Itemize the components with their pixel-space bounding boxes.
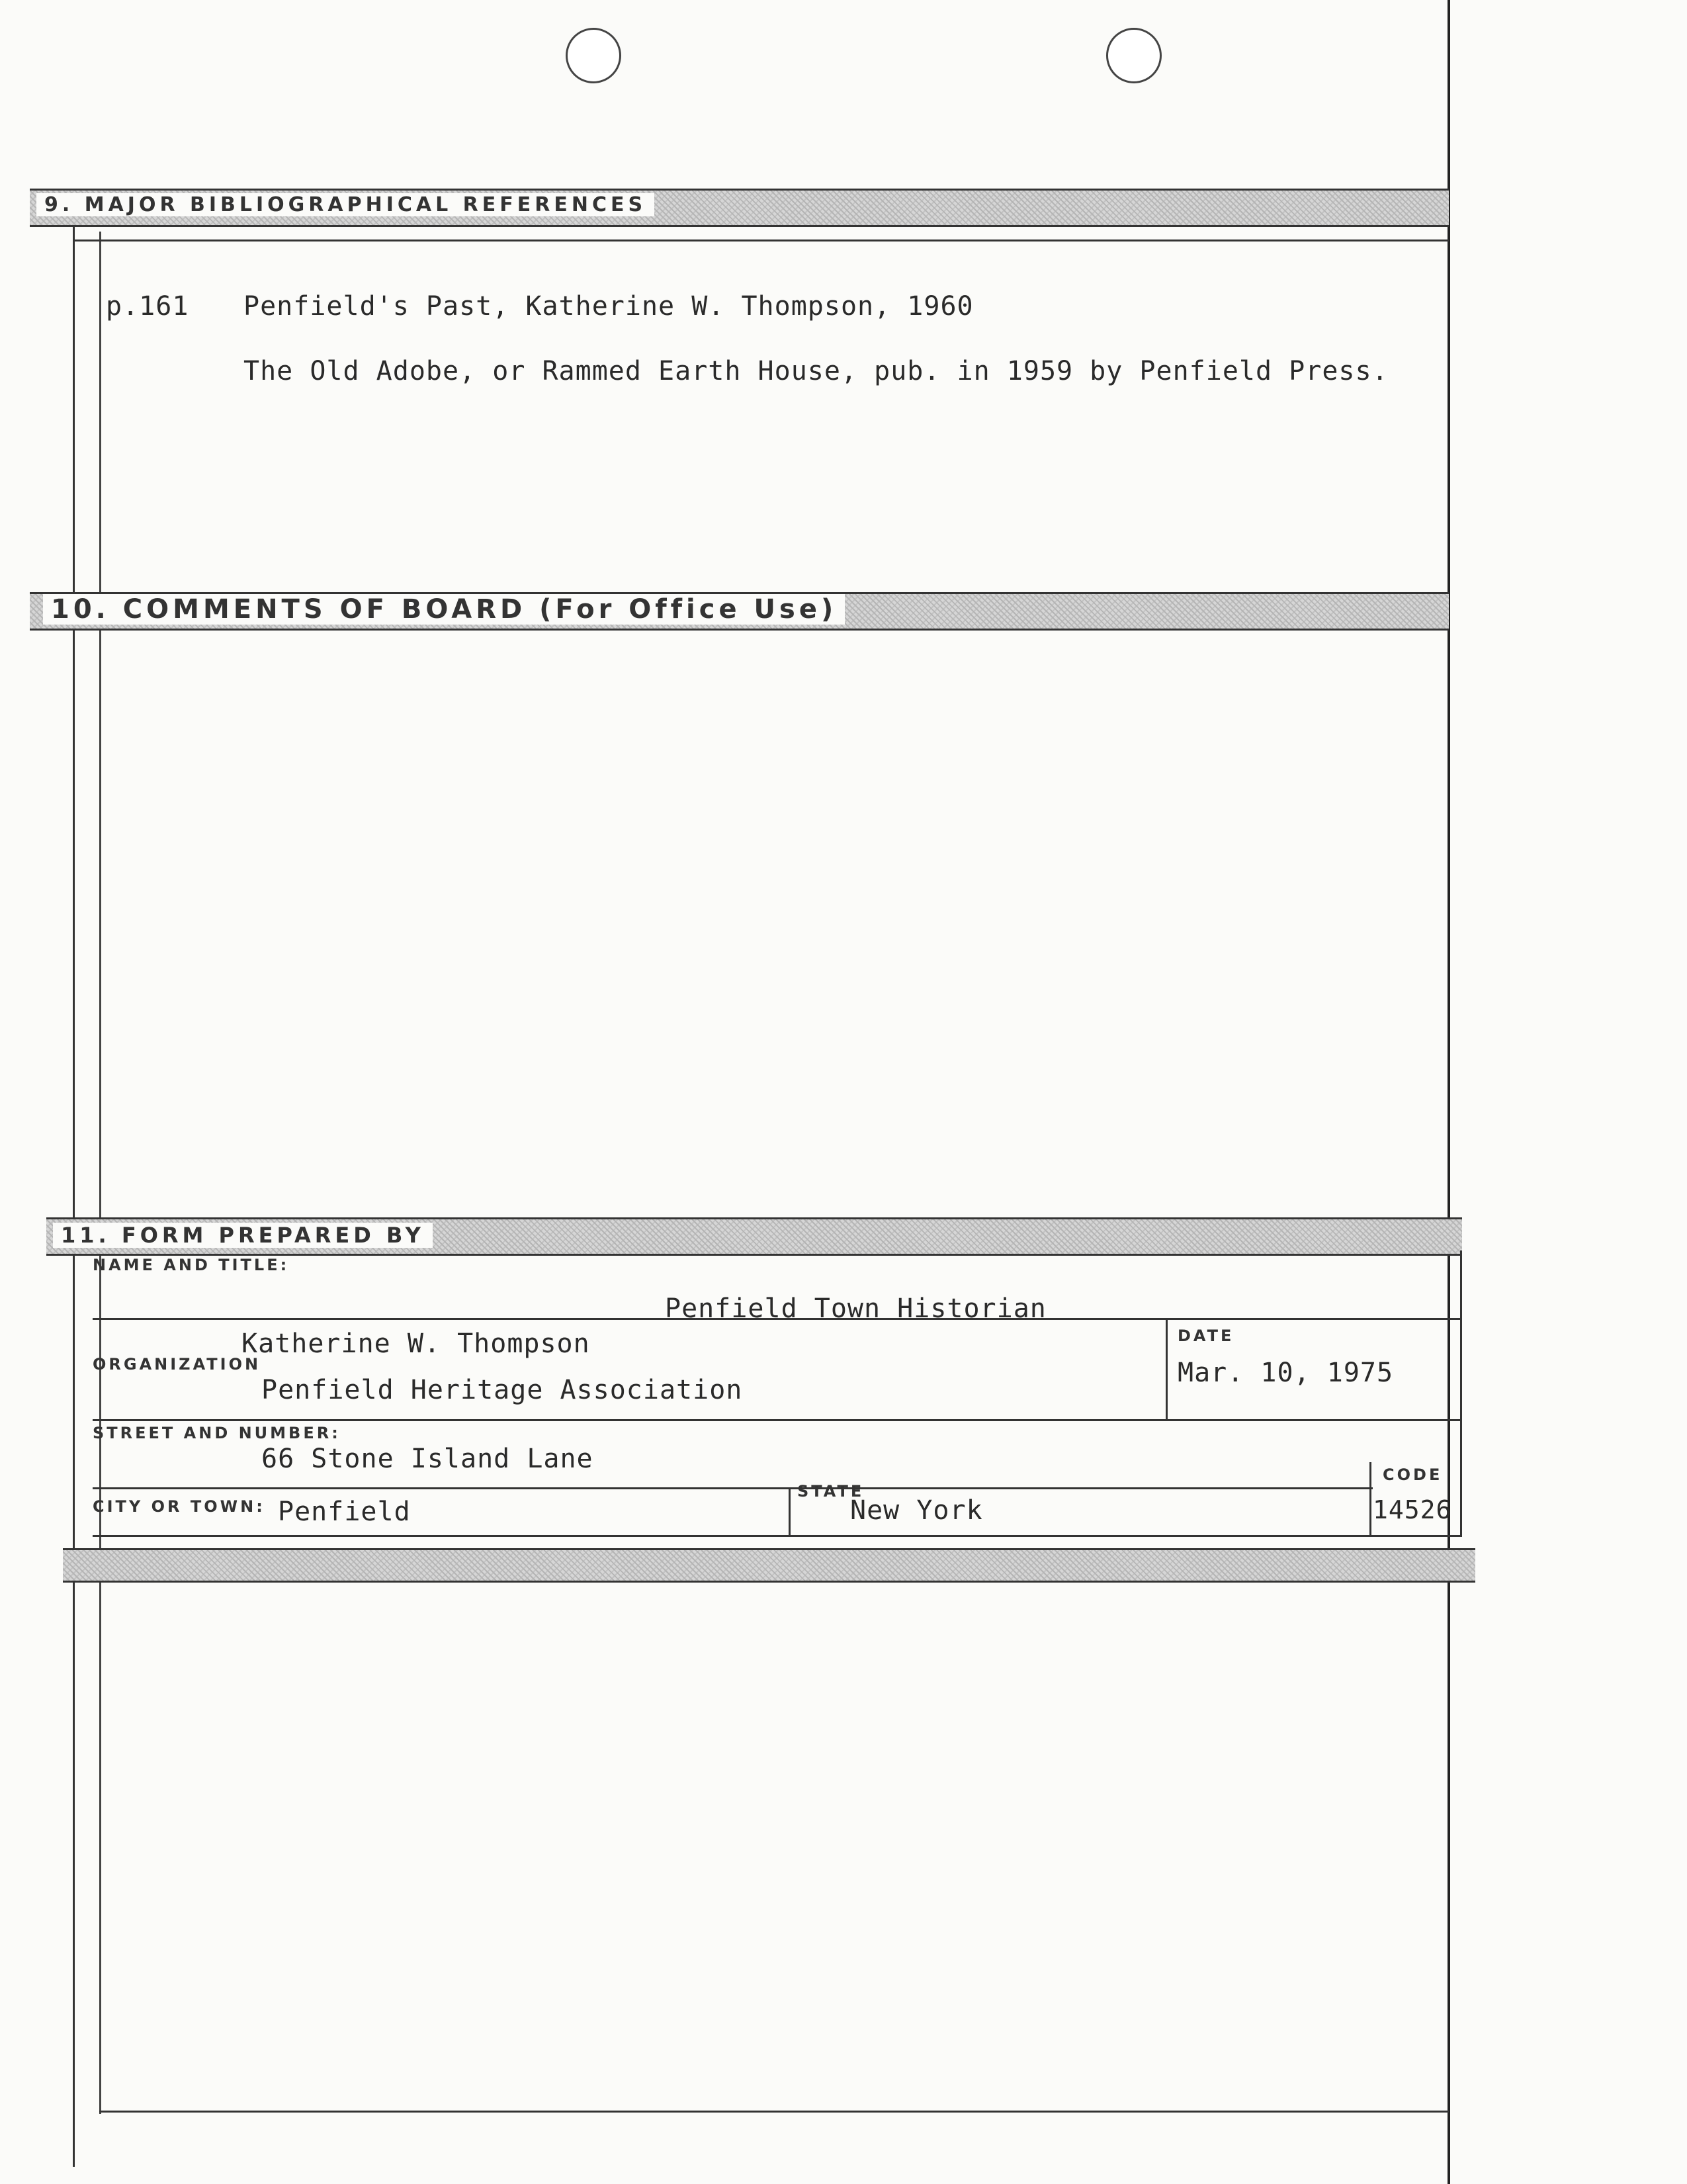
date-label: DATE xyxy=(1178,1327,1234,1345)
reference1-page: p.161 xyxy=(106,291,189,322)
reference1-text: Penfield's Past, Katherine W. Thompson, 1960 xyxy=(243,291,974,322)
form-rule-street xyxy=(93,1487,1373,1489)
form-divider-right xyxy=(1460,1250,1462,1535)
form-rule-city xyxy=(93,1535,1462,1537)
name-value: Katherine W. Thompson xyxy=(241,1329,590,1359)
reference2-text: The Old Adobe, or Rammed Earth House, pub. in 1959 by Penfield Press. xyxy=(243,356,1389,386)
city-value: Penfield xyxy=(278,1497,411,1527)
state-value: New York xyxy=(850,1495,983,1526)
page-frame-left-inner xyxy=(99,232,101,2114)
city-or-town-label: CITY OR TOWN: xyxy=(93,1497,265,1516)
organization-value: Penfield Heritage Association xyxy=(261,1375,743,1405)
date-value: Mar. 10, 1975 xyxy=(1178,1358,1394,1388)
form-divider-code xyxy=(1369,1462,1371,1535)
form-divider-state xyxy=(789,1487,791,1535)
code-value: 14526 xyxy=(1373,1495,1452,1524)
page-frame-left xyxy=(73,192,75,2167)
code-label: CODE xyxy=(1383,1465,1443,1484)
title-value: Penfield Town Historian xyxy=(665,1293,1047,1324)
punch-hole-right xyxy=(1106,28,1162,83)
name-and-title-label: NAME AND TITLE: xyxy=(93,1256,290,1274)
section11-title: 11. FORM PREPARED BY xyxy=(53,1223,433,1248)
footer-bar xyxy=(63,1548,1475,1583)
punch-hole-left xyxy=(566,28,621,83)
street-value: 66 Stone Island Lane xyxy=(261,1444,593,1474)
section9-rule xyxy=(73,240,1449,241)
form-divider-date xyxy=(1166,1318,1168,1419)
section10-title: 10. COMMENTS OF BOARD (For Office Use) xyxy=(43,594,845,625)
section9-title: 9. MAJOR BIBLIOGRAPHICAL REFERENCES xyxy=(36,193,654,216)
street-and-number-label: STREET AND NUMBER: xyxy=(93,1424,341,1442)
state-label: STATE xyxy=(797,1482,865,1501)
page-frame-right xyxy=(1448,0,1450,2184)
form-rule-org xyxy=(93,1419,1462,1421)
organization-label: ORGANIZATION xyxy=(93,1355,261,1374)
page-frame-bottom xyxy=(99,2111,1449,2113)
